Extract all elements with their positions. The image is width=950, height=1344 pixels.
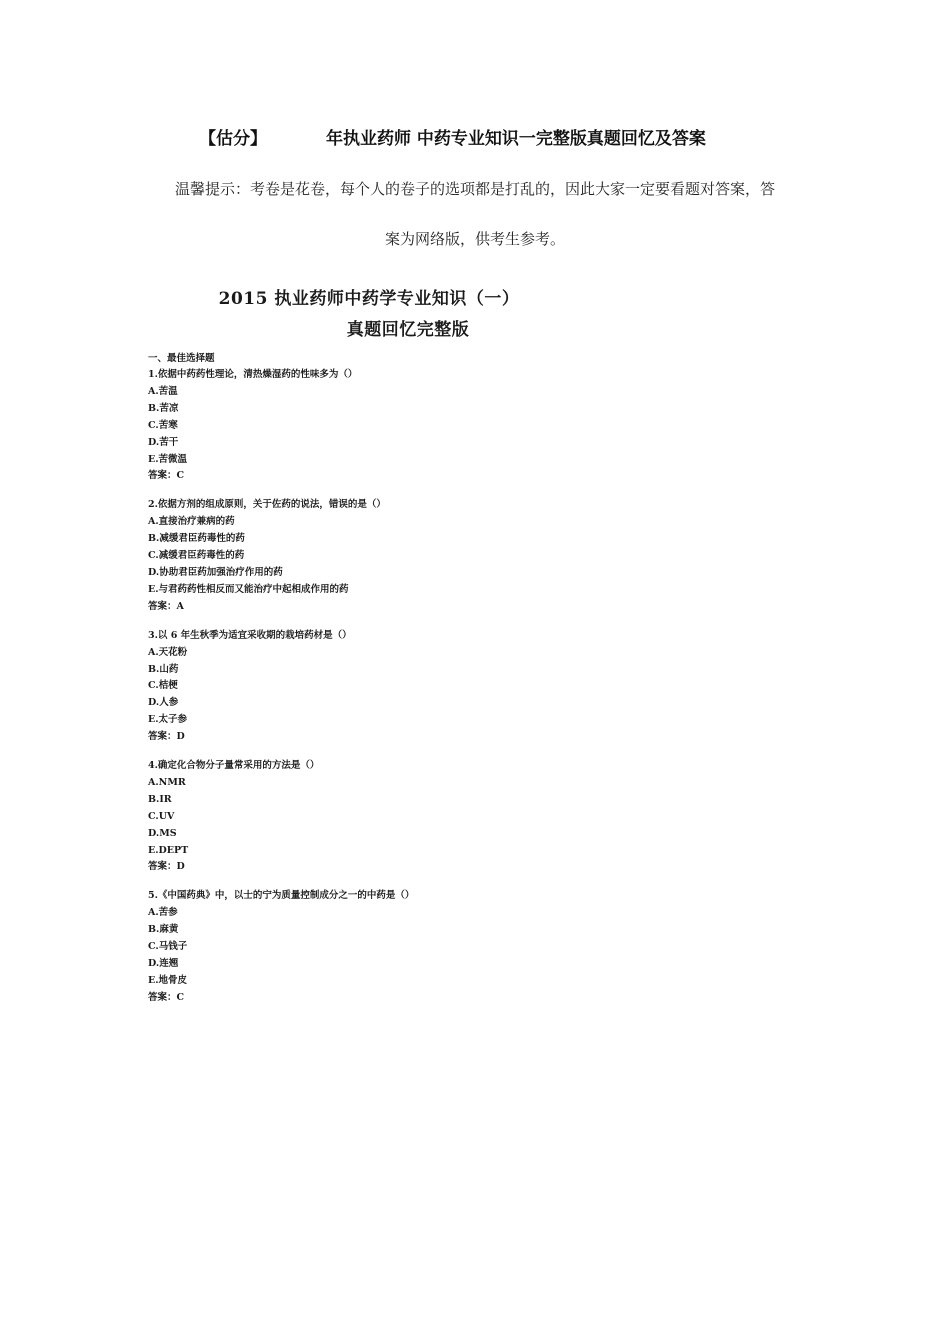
question-block — [148, 628, 618, 746]
option: E.与君药药性相反而又能治疗中起相成作用的药 — [148, 583, 349, 595]
option: B.麻黄 — [148, 924, 179, 936]
estimate-label: 【估分】 — [199, 129, 267, 149]
option: A.苦参 — [148, 907, 178, 919]
option: E.苦微温 — [148, 453, 188, 465]
option: D.协助君臣药加强治疗作用的药 — [148, 566, 283, 578]
answer: 答案：D — [148, 861, 185, 873]
option: D.人参 — [148, 697, 179, 709]
question-block — [148, 367, 618, 485]
section-heading: 一、最佳选择题 — [148, 353, 215, 364]
question-block — [148, 497, 618, 615]
option: C.桔梗 — [148, 680, 178, 692]
question-text: 5.《中国药典》中，以士的宁为质量控制成分之一的中药是（） — [148, 890, 415, 902]
option: E.地骨皮 — [148, 974, 188, 986]
option: A.天花粉 — [148, 646, 188, 658]
option: C.苦寒 — [148, 419, 178, 431]
answer: 答案：C — [148, 470, 185, 482]
question-text: 2.依据方剂的组成原则，关于佐药的说法，错误的是（） — [148, 499, 386, 511]
exam-title: 2015 执业药师中药学专业知识（一） — [218, 289, 520, 309]
document-title — [0, 124, 950, 148]
scanned-exam-image — [148, 284, 618, 1019]
option: B.IR — [148, 793, 172, 805]
option: B.苦凉 — [148, 402, 179, 414]
answer: 答案：D — [148, 731, 185, 743]
option: E.DEPT — [148, 844, 189, 856]
option: E.太子参 — [148, 714, 188, 726]
option: A.NMR — [148, 776, 186, 788]
question-text: 4.确定化合物分子量常采用的方法是（） — [148, 760, 320, 772]
answer: 答案：A — [148, 600, 184, 612]
option: D.苦干 — [148, 436, 179, 448]
option: D.MS — [148, 827, 177, 839]
question-block — [148, 888, 618, 1006]
option: A.直接治疗兼病的药 — [148, 516, 235, 528]
option: C.减缓君臣药毒性的药 — [148, 550, 245, 562]
option: A.苦温 — [148, 385, 178, 397]
option: B.山药 — [148, 663, 179, 675]
tip-line-1: 温馨提示：考卷是花卷，每个人的卷子的选项都是打乱的，因此大家一定要看题对答案，答 — [174, 180, 775, 198]
title-text: 年执业药师 中药专业知识一完整版真题回忆及答案 — [326, 129, 706, 149]
option: D.连翘 — [148, 958, 179, 969]
question-block — [148, 758, 618, 876]
tip-line-2: 案为网络版，供考生参考。 — [384, 230, 565, 248]
question-text: 1.依据中药药性理论，清热燥湿药的性味多为（） — [148, 369, 358, 380]
option: C.UV — [148, 810, 175, 822]
answer: 答案：C — [148, 991, 185, 1003]
question-text: 3.以 6 年生秋季为适宜采收期的栽培药材是（） — [148, 629, 352, 641]
exam-subtitle: 真题回忆完整版 — [346, 320, 470, 340]
option: B.减缓君臣药毒性的药 — [148, 533, 245, 545]
option: C.马钱子 — [148, 941, 188, 953]
